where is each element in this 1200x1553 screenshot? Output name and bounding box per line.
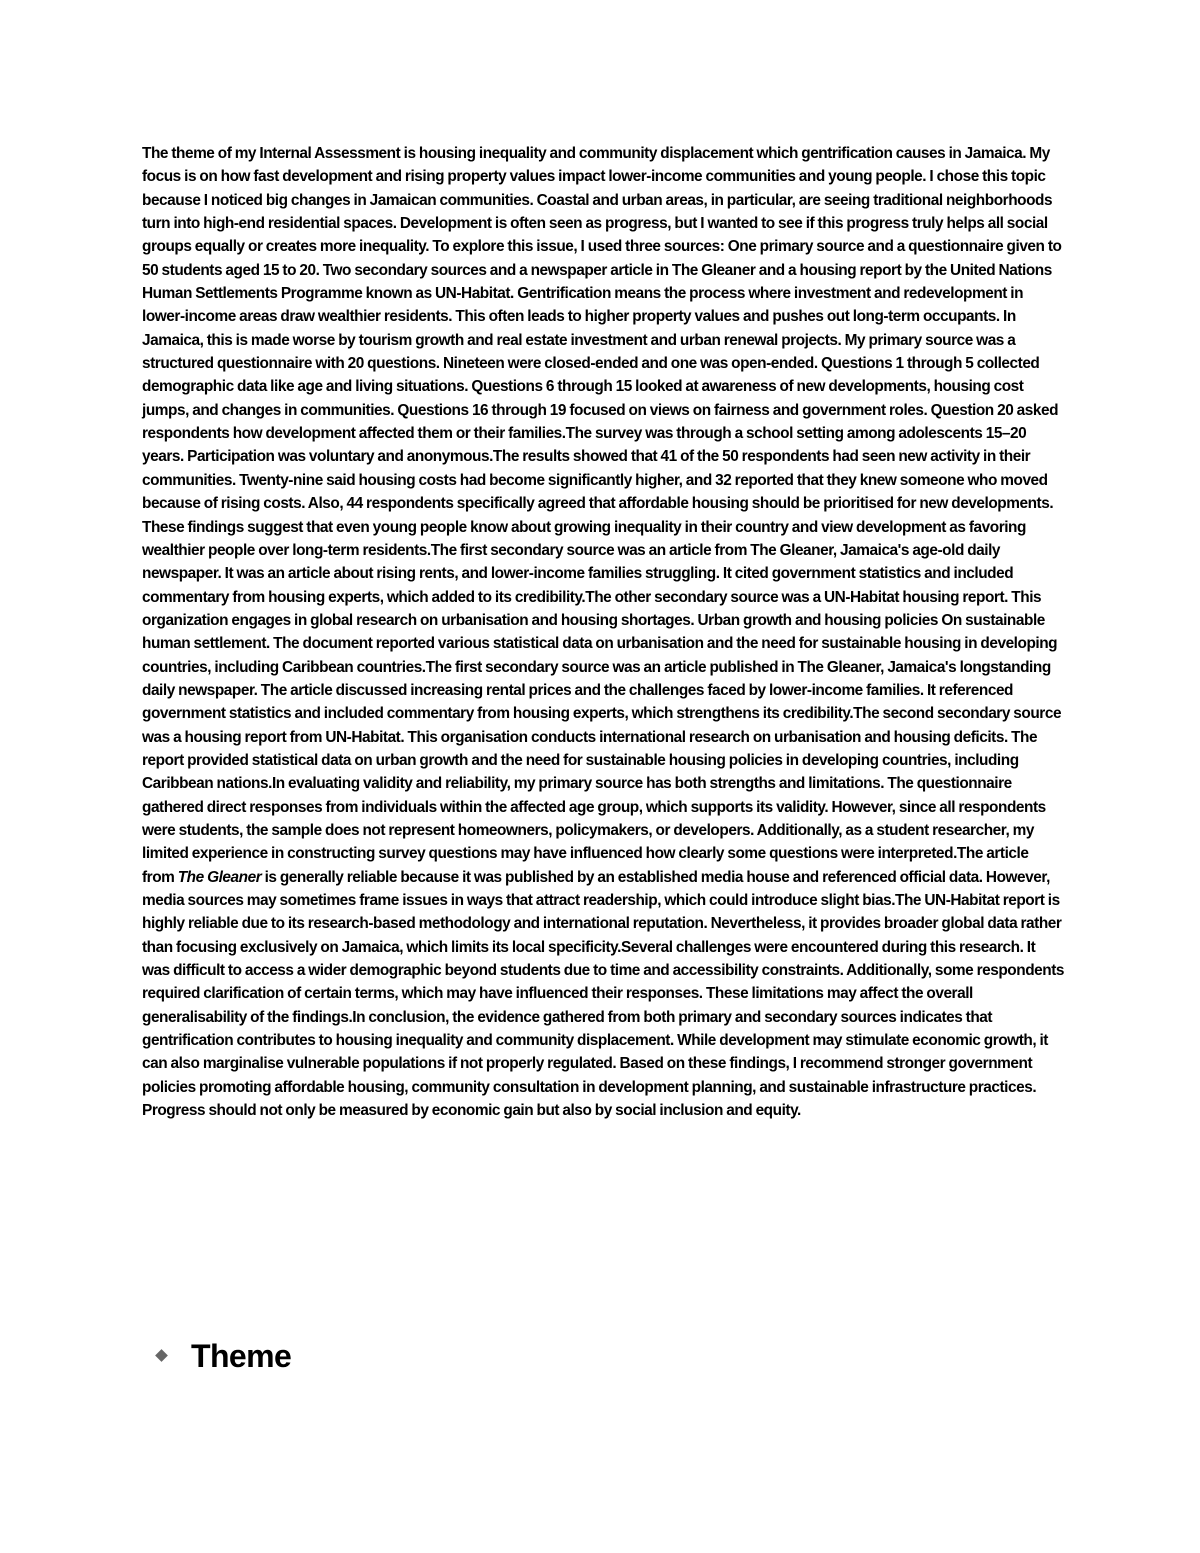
paragraph-text-part-1: The theme of my Internal Assessment is housing inequality and community displacement which gentrification causes in Jamaica. My focus is on how fast development and rising property values impact lower-income communities and young people. I chose this topic because I noticed big changes in Jamaican communities. Coastal and urban areas, in particular, are seeing traditional neighborhoods turn into high-end residential spaces. Development is often seen as progress, but I wanted to see if this progress truly helps all social groups equally or creates more inequality. To explore this issue, I used three sources: One primary source and a questionnaire given to 50 students aged 15 to 20. Two secondary sources and a newspaper article in The Gleaner and a housing report by the United Nations Human Settlements Programme known as UN-Habitat. Gentrification means the process where investment and redevelopment in lower-income areas draw wealthier residents. This often leads to higher property values and pushes out long-term occupants. In Jamaica, this is made worse by tourism growth and real estate investment and urban renewal projects. My primary source was a structured questionnaire with 20 questions. Nineteen were closed-ended and one was open-ended. Questions 1 through 5 collected demographic data like age and living situations. Questions 6 through 15 looked at awareness of new developments, housing cost jumps, and changes in communities. Questions 16 through 19 focused on views on fairness and government roles. Question 20 asked respondents how development affected them or their families.The survey was through a school setting among adolescents 15–20 years. Participation was voluntary and anonymous.The results showed that 41 of the 50 respondents had seen new activity in their communities. Twenty-nine said housing costs had become significantly higher, and 32 reported that they knew someone who moved because of rising costs. Also, 44 respondents specifically agreed that affordable housing should be prioritised for new developments. These findings suggest that even young people know about growing inequality in their country and view development as favoring wealthier people over long-term residents.The first secondary source was an article from The Gleaner, Jamaica's age-old daily newspaper. It was an article about rising rents, and lower-income families struggling. It cited government statistics and included commentary from housing experts, which added to its credibility.The other secondary source was a UN-Habitat housing report. This organization engages in global research on urbanisation and housing shortages. Urban growth and housing policies On sustainable human settlement. The document reported various statistical data on urbanisation and the need for sustainable housing in developing countries, including Caribbean countries.The first secondary source was an article published in The Gleaner, Jamaica's longstanding daily newspaper. The article discussed increasing rental prices and the challenges faced by lower-income families. It referenced government statistics and included commentary from housing experts, which strengthens its credibility.The second secondary source was a housing report from UN-Habitat. This organisation conducts international research on urbanisation and housing deficits. The report provided statistical data on urban growth and the need for sustainable housing policies in developing countries, including Caribbean nations.In evaluating validity and reliability, my primary source has both strengths and limitations. The questionnaire gathered direct responses from individuals within the affected age group, which supports its validity. However, since all respondents were students, the sample does not represent homeowners, policymakers, or developers. Additionally, as a student researcher, my (142, 145, 1062, 839)
paragraph-text-part-2: limited experience in constructing survey questions may have influenced how clearly some questions were interpreted.The article from (142, 845, 1029, 886)
paragraph-italic-source-name: The Gleaner (177, 868, 262, 886)
section-heading (156, 1336, 291, 1376)
paragraph-text-part-3: is generally reliable because it was published by an established media house and referenced official data. However, media sources may sometimes frame issues in ways that attract readership, which could introduce slight bias.The UN-Habitat report is highly reliable due to its research-based methodology and international reputation. Nevertheless, it provides broader global data rather than focusing exclusively on Jamaica, which limits its local specificity.Several challenges were encountered during this research. It was difficult to access a wider demographic beyond students due to time and accessibility constraints. Additionally, some respondents required clarification of certain terms, which may have influenced their responses. These limitations may affect the overall generalisability of the findings.In conclusion, the evidence gathered from both primary and secondary sources indicates that gentrification contributes to housing inequality and community displacement. While development may stimulate economic growth, it can also marginalise vulnerable populations if not properly regulated. Based on these findings, I recommend stronger government policies promoting affordable housing, community consultation in development planning, and sustainable infrastructure practices. Progress should not only be measured by economic gain but also by social inclusion and equity. (142, 868, 1065, 1120)
section-heading-title: Theme (191, 1338, 292, 1374)
diamond-bullet-icon (156, 1350, 168, 1362)
body-paragraph (142, 142, 1064, 1122)
